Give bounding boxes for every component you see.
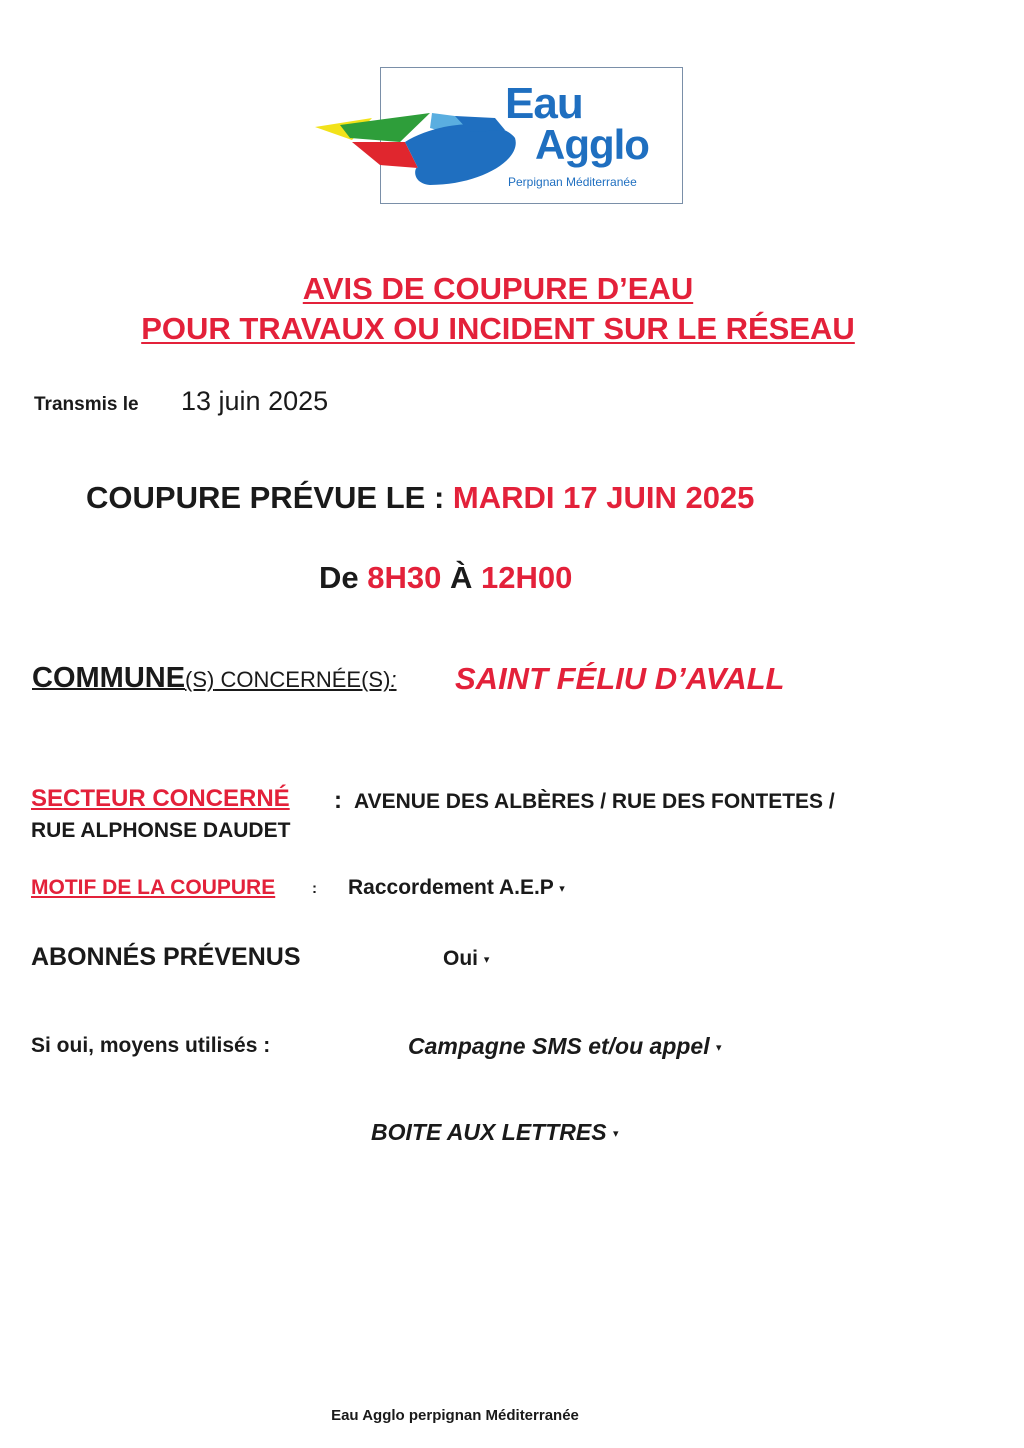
secteur-value-line-2: RUE ALPHONSE DAUDET [31,819,291,842]
logo-text-eau: Eau [505,79,583,128]
moyens-value-2: BOITE AUX LETTRES [371,1119,607,1145]
horaire-from-label: De [319,560,359,595]
horaire-start: 8H30 [367,560,442,595]
horaire-line [319,560,572,596]
motif-value: Raccordement A.E.P [348,876,554,899]
title-line-2: POUR TRAVAUX OU INCIDENT SUR LE RÉSEAU [141,311,855,346]
horaire-to-label: À [450,560,473,595]
motif-dropdown[interactable] [348,876,565,900]
commune-value: SAINT FÉLIU D’AVALL [455,661,785,696]
transmis-date: 13 juin 2025 [181,386,329,416]
transmis-label: Transmis le [34,394,139,415]
moyens-dropdown-2[interactable] [371,1119,618,1146]
moyens-value: Campagne SMS et/ou appel [408,1033,710,1059]
horaire-end: 12H00 [481,560,573,595]
logo-shape-blue [405,124,516,185]
chevron-down-icon: ▾ [612,1128,619,1141]
chevron-down-icon: ▾ [559,882,565,895]
moyens-label: Si oui, moyens utilisés : [31,1034,271,1057]
abonnes-label: ABONNÉS PRÉVENUS [31,943,301,971]
commune-label: COMMUNE(S) CONCERNÉE(S): [32,662,397,694]
moyens-dropdown[interactable] [408,1033,722,1060]
logo-tagline: Perpignan Méditerranée [508,175,637,189]
secteur-value-line-1: AVENUE DES ALBÈRES / RUE DES FONTETES / [354,790,835,813]
abonnes-value: Oui [443,947,478,970]
footer-text: Eau Agglo perpignan Méditerranée [331,1407,579,1424]
coupure-line [86,480,754,516]
title-line-1: AVIS DE COUPURE D’EAU [302,271,694,306]
logo-text-agglo: Agglo [535,121,649,168]
motif-label: MOTIF DE LA COUPURE [31,876,276,899]
secteur-colon: : [334,787,342,814]
chevron-down-icon: ▾ [716,1042,722,1055]
coupure-label: COUPURE PRÉVUE LE : [86,480,445,515]
motif-colon: : [312,880,317,897]
chevron-down-icon: ▾ [483,953,490,966]
secteur-label: SECTEUR CONCERNÉ [31,785,290,812]
coupure-date: MARDI 17 JUIN 2025 [452,480,755,515]
abonnes-dropdown[interactable] [443,947,489,971]
